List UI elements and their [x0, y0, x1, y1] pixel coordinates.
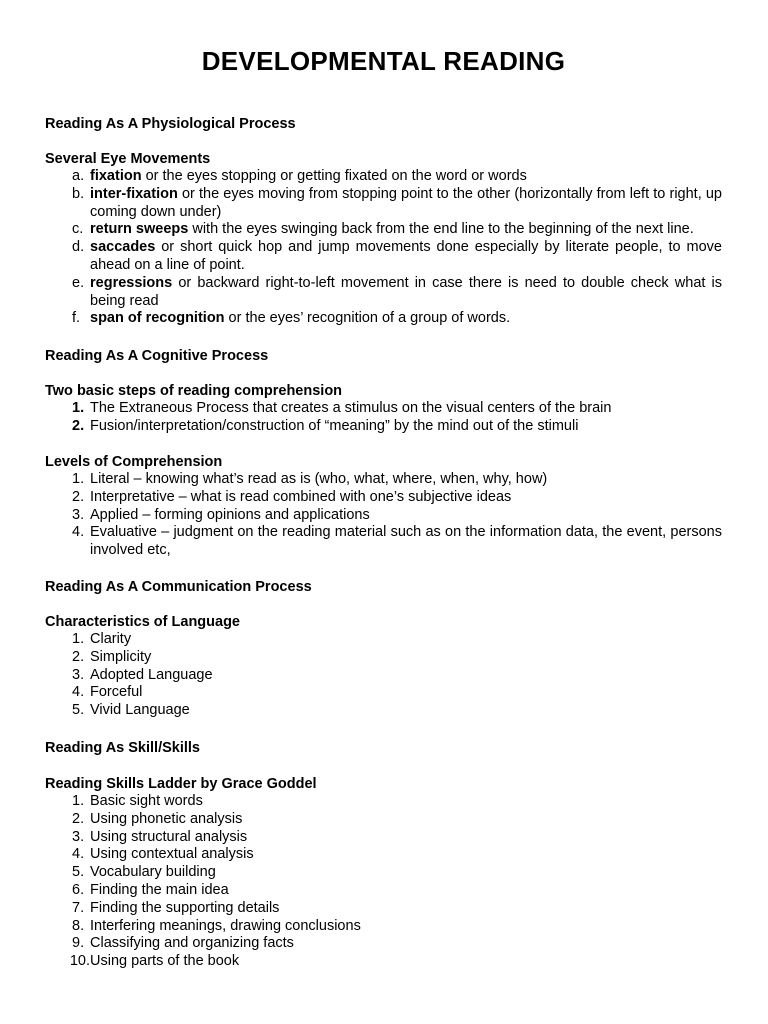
- list-marker: 1.: [72, 793, 85, 809]
- comprehension-steps-list: [45, 400, 722, 436]
- list-marker: 5.: [72, 864, 85, 881]
- definition: or the eyes stopping or getting fixated on the word or words: [141, 168, 527, 184]
- list-item-text: The Extraneous Process that creates a stimulus on the visual centers of the brain: [90, 400, 612, 416]
- list-item: [45, 239, 722, 275]
- list-item-text: Classifying and organizing facts: [90, 935, 294, 952]
- list-item-text: Vivid Language: [90, 702, 190, 719]
- section-heading-cognitive: Reading As A Cognitive Process: [45, 348, 269, 364]
- list-item: [45, 667, 722, 685]
- subheading-eye-movements: Several Eye Movements: [45, 151, 211, 167]
- term: span of recognition: [90, 310, 225, 327]
- term: fixation: [90, 168, 142, 184]
- list-item: [45, 935, 722, 953]
- section-heading-communication: Reading As A Communication Process: [45, 579, 312, 595]
- language-list: [45, 631, 722, 720]
- list-marker: 3.: [72, 666, 85, 683]
- list-item: [45, 489, 722, 507]
- list-item: [45, 507, 722, 525]
- list-marker: 1.: [72, 471, 85, 487]
- list-item-text: Interfering meanings, drawing conclusions: [90, 917, 361, 934]
- term: regressions: [90, 274, 173, 291]
- list-marker: 8.: [72, 917, 85, 934]
- term: saccades: [90, 239, 156, 256]
- list-marker: 3.: [72, 506, 85, 523]
- list-marker: d.: [72, 239, 85, 256]
- subheading-levels: Levels of Comprehension: [45, 454, 223, 470]
- list-item: [45, 811, 722, 829]
- document-title: DEVELOPMENTAL READING: [201, 46, 566, 76]
- definition: or backward right-to-left movement in case there is need to double check what is being read: [90, 274, 722, 309]
- list-marker: a.: [72, 168, 85, 184]
- list-item-text: Applied – forming opinions and applications: [90, 506, 370, 523]
- list-item-text: Fusion/interpretation/construction of “meaning” by the mind out of the stimuli: [90, 417, 579, 434]
- definition: or the eyes’ recognition of a group of words.: [224, 310, 511, 327]
- list-item: [45, 846, 722, 864]
- list-item-text: Interpretative – what is read combined with one’s subjective ideas: [90, 488, 512, 505]
- list-item: [45, 649, 722, 667]
- list-item: [45, 864, 722, 882]
- list-item: [45, 524, 722, 560]
- list-item: [45, 221, 722, 239]
- list-item-text: Basic sight words: [90, 793, 203, 809]
- list-marker: 4.: [72, 524, 85, 541]
- list-marker: 7.: [72, 899, 85, 916]
- list-item-text: Using parts of the book: [90, 953, 240, 970]
- list-marker: 9.: [72, 935, 85, 952]
- list-item-text: Evaluative – judgment on the reading material such as on the information data, the event, persons involved etc,: [90, 524, 722, 559]
- list-item: [45, 918, 722, 936]
- list-marker: 4.: [72, 846, 85, 863]
- eye-movements-list: [45, 168, 722, 328]
- list-item-text: Using contextual analysis: [90, 846, 254, 863]
- definition: or short quick hop and jump movements done especially by literate people, to move ahead on a line of point.: [90, 239, 722, 273]
- list-marker: 2.: [72, 488, 85, 505]
- section-heading-physiological: Reading As A Physiological Process: [45, 116, 296, 132]
- subheading-language: Characteristics of Language: [45, 614, 240, 630]
- list-item-text: Simplicity: [90, 648, 152, 665]
- list-marker: 1.: [72, 400, 85, 416]
- subheading-skills-ladder: Reading Skills Ladder by Grace Goddel: [45, 776, 317, 792]
- list-item: [45, 702, 722, 720]
- list-marker: 2.: [72, 417, 85, 434]
- list-item: [45, 186, 722, 222]
- list-item: [45, 953, 722, 971]
- levels-list: [45, 471, 722, 560]
- list-item-text: Using phonetic analysis: [90, 810, 243, 827]
- list-marker: 6.: [72, 881, 85, 898]
- term: return sweeps: [90, 221, 189, 238]
- list-item-text: Forceful: [90, 684, 143, 701]
- list-item: [45, 275, 722, 311]
- term: inter-fixation: [90, 185, 178, 202]
- list-item-text: Finding the main idea: [90, 881, 229, 898]
- list-marker: e.: [72, 274, 85, 291]
- list-item: [45, 418, 722, 436]
- list-item: [45, 684, 722, 702]
- list-marker: c.: [72, 221, 84, 238]
- list-marker: b.: [72, 185, 85, 202]
- list-item-text: Using structural analysis: [90, 828, 248, 845]
- list-marker: 4.: [72, 684, 85, 701]
- list-item-text: Clarity: [90, 631, 132, 647]
- list-marker: 1.: [72, 631, 85, 647]
- list-item: [45, 400, 722, 418]
- subheading-comprehension-steps: Two basic steps of reading comprehension: [45, 383, 343, 399]
- list-item: [45, 310, 722, 328]
- section-heading-skills: Reading As Skill/Skills: [45, 740, 200, 756]
- list-item: [45, 900, 722, 918]
- list-marker: 3.: [72, 828, 85, 845]
- definition: or the eyes moving from stopping point to the other (horizontally from left to right, up coming down under): [90, 185, 722, 220]
- list-marker: 2.: [72, 810, 85, 827]
- list-item-text: Adopted Language: [90, 666, 213, 683]
- list-marker: f.: [72, 310, 81, 327]
- list-marker: 2.: [72, 648, 85, 665]
- list-item: [45, 168, 722, 186]
- skills-ladder-list: [45, 793, 722, 971]
- list-item: [45, 631, 722, 649]
- list-marker: 10.: [69, 953, 90, 970]
- list-item-text: Finding the supporting details: [90, 899, 280, 916]
- definition: with the eyes swinging back from the end line to the beginning of the next line.: [188, 221, 694, 238]
- list-marker: 5.: [72, 702, 85, 719]
- list-item: [45, 829, 722, 847]
- list-item: [45, 793, 722, 811]
- list-item: [45, 882, 722, 900]
- list-item-text: Vocabulary building: [90, 864, 216, 881]
- list-item: [45, 471, 722, 489]
- list-item-text: Literal – knowing what’s read as is (who, what, where, when, why, how): [90, 471, 548, 487]
